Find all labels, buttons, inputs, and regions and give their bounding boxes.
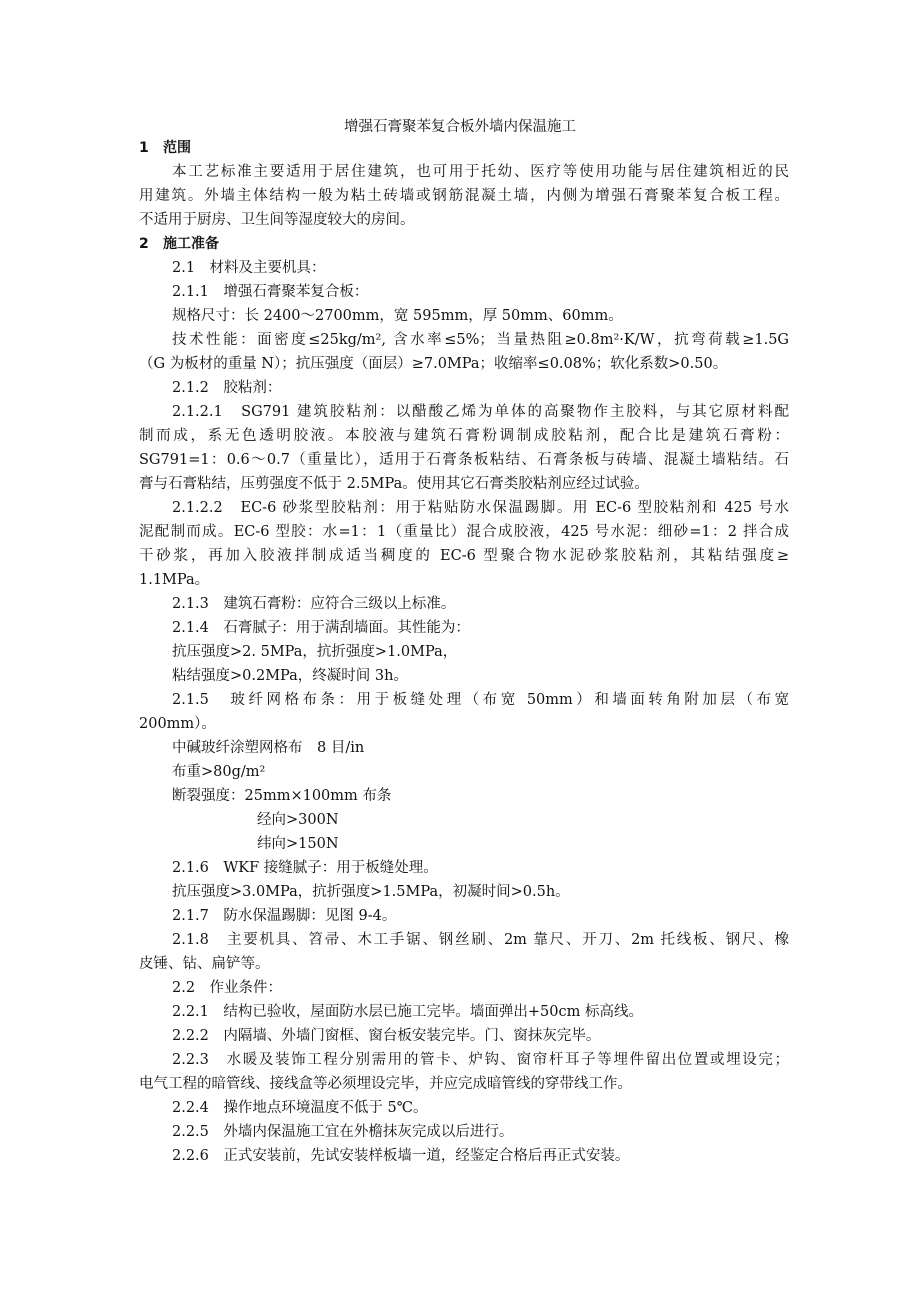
text-line: 中碱玻纤涂塑网格布 8 目/in xyxy=(172,740,365,756)
text-line: 皮锤、钻、扁铲等。 xyxy=(139,956,270,972)
text-line: 2.2.2 内隔墙、外墙门窗框、窗台板安装完毕。门、窗抹灰完毕。 xyxy=(172,1028,601,1044)
text-line: 不适用于厨房、卫生间等湿度较大的房间。 xyxy=(139,212,415,228)
text-line: 干砂浆，再加入胶液拌制成适当稠度的 EC-6 型聚合物水泥砂浆胶粘剂，其粘结强度≥ xyxy=(139,548,789,564)
text-line: 2.1.8 主要机具、笤帚、木工手锯、钢丝刷、2m 靠尺、开刀、2m 托线板、钢尺、橡 xyxy=(172,932,789,948)
text-line: 2.1.2 胶粘剂： xyxy=(172,380,282,396)
text-line: 2.1.3 建筑石膏粉：应符合三级以上标准。 xyxy=(172,596,456,612)
text-line: 1.1MPa。 xyxy=(139,572,210,588)
text-line: 膏与石膏粘结，压剪强度不低于 2.5MPa。使用其它石膏类胶粘剂应经过试验。 xyxy=(139,476,649,492)
text-line: 2.2.4 操作地点环境温度不低于 5℃。 xyxy=(172,1100,428,1116)
text-line: 2.1.2.1 SG791 建筑胶粘剂：以醋酸乙烯为单体的高聚物作主胶料，与其它原材料配 xyxy=(172,404,789,420)
text-line: 抗压强度>3.0MPa，抗折强度>1.5MPa，初凝时间>0.5h。 xyxy=(172,884,570,900)
text-line: 规格尺寸：长 2400～2700mm，宽 595mm，厚 50mm、60mm。 xyxy=(172,308,623,324)
text-line: 制而成，系无色透明胶液。本胶液与建筑石膏粉调制成胶粘剂，配合比是建筑石膏粉： xyxy=(139,428,789,444)
document-title: 增强石膏聚苯复合板外墙内保温施工 xyxy=(344,119,576,135)
text-line: 2.1.1 增强石膏聚苯复合板： xyxy=(172,284,369,300)
section-number: 1 xyxy=(139,140,149,156)
text-line: （G 为板材的重量 N）；抗压强度（面层）≥7.0MPa；收缩率≤0.08%；软化系数>0.50。 xyxy=(139,356,728,372)
text-line: 电气工程的暗管线、接线盒等必须埋设完毕，并应完成暗管线的穿带线工作。 xyxy=(139,1076,632,1092)
text-line: 用建筑。外墙主体结构一般为粘土砖墙或钢筋混凝土墙，内侧为增强石膏聚苯复合板工程。 xyxy=(139,188,789,204)
section-title: 范围 xyxy=(163,140,191,156)
text-line: 2.2.3 水暖及装饰工程分别需用的管卡、炉钩、窗帘杆耳子等埋件留出位置或埋设完； xyxy=(172,1052,789,1068)
section-title: 施工准备 xyxy=(163,236,219,252)
text-line: 2.2.1 结构已验收，屋面防水层已施工完毕。墙面弹出+50cm 标高线。 xyxy=(172,1004,643,1020)
text-line: 断裂强度：25mm×100mm 布条 xyxy=(172,788,392,804)
text-line: 2.1.6 WKF 接缝腻子：用于板缝处理。 xyxy=(172,860,438,876)
text-line: 泥配制而成。EC-6 型胶：水=1：1（重量比）混合成胶液，425 号水泥：细砂=1：2 拌合成 xyxy=(139,524,789,540)
text-line: 2.1.2.2 EC-6 砂浆型胶粘剂：用于粘贴防水保温踢脚。用 EC-6 型胶粘剂和 425 号水 xyxy=(172,500,789,516)
text-line: 纬向>150N xyxy=(257,836,339,852)
text-line: 经向>300N xyxy=(257,812,339,828)
text-line: 布重>80g/m² xyxy=(172,764,266,780)
text-line: 200mm）。 xyxy=(139,716,216,732)
text-line: 2.2 作业条件： xyxy=(172,980,283,996)
text-line: 技术性能：面密度≤25kg/m², 含水率≤5%；当量热阻≥0.8m²·K/W，抗弯荷载≥1.5G xyxy=(172,332,789,348)
text-line: SG791=1：0.6～0.7（重量比），适用于石膏条板粘结、石膏条板与砖墙、混凝土墙粘结。石 xyxy=(139,452,789,468)
text-line: 2.1.4 石膏腻子：用于满刮墙面。其性能为： xyxy=(172,620,470,636)
document-body xyxy=(139,136,789,1168)
text-line: 2.1.5 玻纤网格布条：用于板缝处理（布宽 50mm）和墙面转角附加层（布宽 xyxy=(172,692,789,708)
section-number: 2 xyxy=(139,236,149,252)
text-line: 本工艺标准主要适用于居住建筑，也可用于托幼、医疗等使用功能与居住建筑相近的民 xyxy=(172,164,789,180)
text-line: 粘结强度>0.2MPa，终凝时间 3h。 xyxy=(172,668,408,684)
text-line: 2.1.7 防水保温踢脚：见图 9-4。 xyxy=(172,908,397,924)
text-line: 2.2.6 正式安装前，先试安装样板墙一道，经鉴定合格后再正式安装。 xyxy=(172,1148,630,1164)
text-line: 抗压强度>2. 5MPa，抗折强度>1.0MPa， xyxy=(172,644,458,660)
section-heading xyxy=(139,232,789,256)
section-heading xyxy=(139,136,789,160)
text-line: 2.1 材料及主要机具： xyxy=(172,260,326,276)
text-line: 2.2.5 外墙内保温施工宜在外檐抹灰完成以后进行。 xyxy=(172,1124,514,1140)
